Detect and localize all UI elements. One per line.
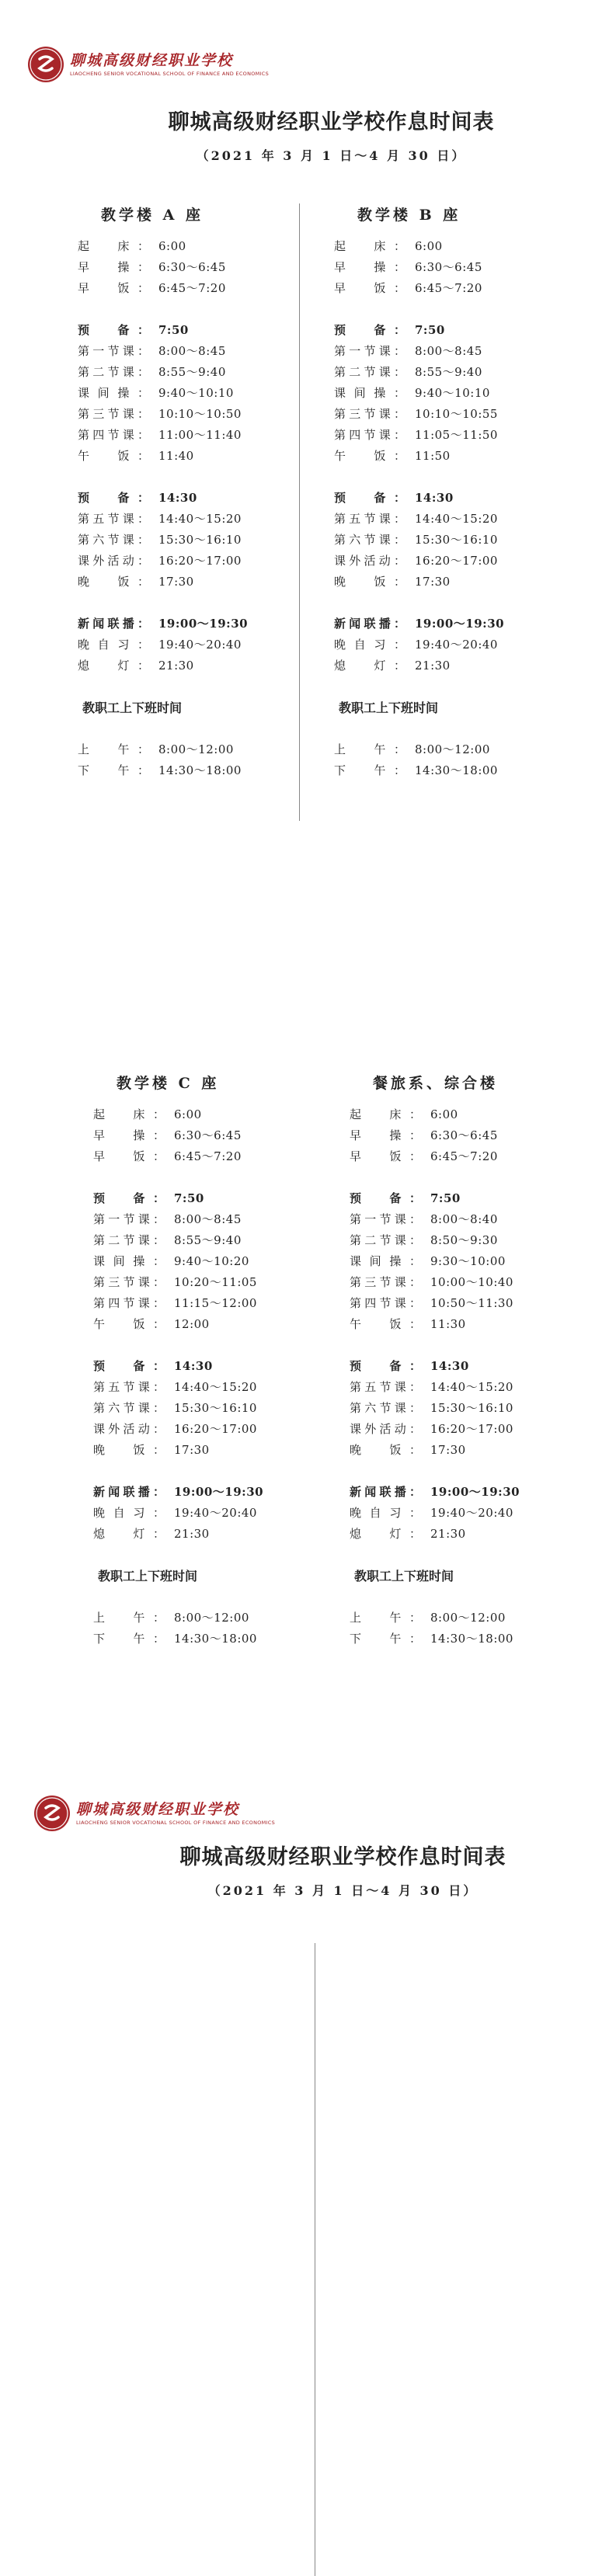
row-label: 第六节课： [350,1401,421,1415]
row-label: 晚自习： [350,1506,421,1520]
row-label: 上 午： [334,742,405,756]
schedule-row [334,551,567,572]
schedule-row [93,1209,326,1230]
row-time: 9:40～10:10 [158,386,234,400]
row-label: 新闻联播： [78,617,149,631]
row-label: 起 床： [350,1107,421,1121]
row-label: 预 备： [93,1359,165,1373]
row-time: 9:30～10:00 [430,1254,506,1268]
schedule-row [350,1377,583,1398]
row-time: 14:40～15:20 [415,512,498,526]
row-label: 第四节课： [350,1296,421,1310]
row-time: 14:30～18:00 [415,763,498,777]
row-time: 6:30～6:45 [415,260,482,274]
schedule-row [350,1209,583,1230]
prep-row [350,1356,583,1377]
row-time: 9:40～10:10 [415,386,490,400]
row-time: 6:00 [430,1107,458,1121]
spacer [334,467,567,488]
row-time: 6:30～6:45 [158,260,226,274]
schedule-row [334,446,567,467]
news-row [350,1482,583,1503]
row-time: 7:50 [415,323,445,337]
schedule-row [334,278,567,299]
row-label: 第一节课： [78,344,149,358]
row-label: 课外活动： [350,1422,421,1436]
row-time: 16:20～17:00 [430,1422,513,1436]
schedule-row [334,655,567,676]
school-seal-icon [28,47,64,82]
row-time: 14:30～18:00 [430,1632,513,1646]
schedule-row [78,257,311,278]
school-name-en: LIAOCHENG SENIOR VOCATIONAL SCHOOL OF FINANCE AND ECONOMICS [76,1820,276,1826]
row-time: 15:30～16:10 [158,533,242,547]
building-heading: 教学楼 C 座 [117,1075,220,1092]
row-time: 19:40～20:40 [415,638,498,652]
row-label: 上 午： [93,1611,165,1625]
schedule-row [78,383,311,404]
row-time: 10:20～11:05 [174,1275,257,1289]
row-label: 熄 灯： [78,659,149,673]
row-label: 第五节课： [78,512,149,526]
row-time: 15:30～16:10 [174,1401,257,1415]
row-label: 课间操： [350,1254,421,1268]
schedule-row [334,634,567,655]
row-label: 课间操： [93,1254,165,1268]
spacer [334,299,567,320]
schedule-row [78,655,311,676]
schedule-row [93,1419,326,1440]
spacer [350,1461,583,1482]
row-time: 10:50～11:30 [430,1296,513,1310]
row-label: 第一节课： [334,344,405,358]
row-label: 晚自习： [78,638,149,652]
row-time: 21:30 [430,1527,466,1541]
schedule-row [350,1251,583,1272]
row-time: 19:40～20:40 [158,638,242,652]
row-label: 起 床： [334,239,405,253]
row-label: 第二节课： [350,1233,421,1247]
schedule-row [350,1146,583,1167]
school-name-cn: 聊城高级财经职业学校 [70,52,234,69]
prep-row [93,1188,326,1209]
schedule-row [350,1272,583,1293]
spacer [350,1335,583,1356]
schedule-row [334,572,567,593]
row-time: 11:00～11:40 [158,428,242,442]
spacer [93,1587,326,1608]
row-label: 早 操： [93,1128,165,1142]
school-name-cn: 聊城高级财经职业学校 [76,1801,240,1818]
schedule-row [93,1398,326,1419]
row-label: 第四节课： [93,1296,165,1310]
row-label: 第三节课： [78,407,149,421]
spacer [78,718,311,739]
row-label: 上 午： [78,742,149,756]
row-time: 16:20～17:00 [174,1422,257,1436]
spacer [78,676,311,697]
staff-row [334,739,567,760]
staff-row [334,760,567,781]
row-label: 下 午： [78,763,149,777]
spacer [350,1545,583,1566]
schedule-column-c [93,1072,326,1650]
row-label: 第二节课： [78,365,149,379]
row-label: 第三节课： [93,1275,165,1289]
row-time: 8:50～9:30 [430,1233,498,1247]
row-label: 第二节课： [93,1233,165,1247]
row-time: 11:05～11:50 [415,428,498,442]
row-time: 12:00 [174,1317,210,1331]
schedule-row [334,530,567,551]
row-time: 14:40～15:20 [430,1380,513,1394]
row-label: 早 操： [350,1128,421,1142]
row-label: 第三节课： [334,407,405,421]
row-time: 8:00～12:00 [415,742,490,756]
row-label: 下 午： [93,1632,165,1646]
staff-row [93,1629,326,1650]
row-time: 6:00 [415,239,443,253]
schedule-row [93,1251,326,1272]
news-row [93,1482,326,1503]
spacer [334,676,567,697]
row-label: 熄 灯： [350,1527,421,1541]
row-label: 课外活动： [93,1422,165,1436]
row-time: 8:00～8:45 [415,344,482,358]
row-label: 第六节课： [78,533,149,547]
news-row [78,614,311,634]
row-label: 第六节课： [334,533,405,547]
row-time: 8:55～9:40 [174,1233,242,1247]
row-label: 新闻联播： [350,1485,421,1499]
spacer [93,1167,326,1188]
row-time: 11:30 [430,1317,466,1331]
row-label: 早 饭： [334,281,405,295]
row-time: 15:30～16:10 [415,533,498,547]
row-label: 第四节课： [78,428,149,442]
schedule-row [350,1230,583,1251]
row-label: 晚自习： [334,638,405,652]
row-time: 14:30 [415,491,454,505]
row-time: 17:30 [174,1443,210,1457]
row-label: 课间操： [78,386,149,400]
schedule-row [350,1125,583,1146]
staff-hours-title: 教职工上下班时间 [82,700,183,715]
spacer [93,1461,326,1482]
row-time: 8:00～12:00 [174,1611,249,1625]
row-label: 第五节课： [93,1380,165,1394]
row-time: 14:40～15:20 [174,1380,257,1394]
row-label: 第二节课： [334,365,405,379]
row-time: 6:00 [158,239,186,253]
schedule-row [334,509,567,530]
schedule-row [93,1314,326,1335]
row-time: 21:30 [415,659,451,673]
date-range: （2021 年 3 月 1 日～4 月 30 日） [196,148,467,163]
row-time: 19:00～19:30 [174,1485,264,1499]
spacer [350,1167,583,1188]
row-label: 起 床： [78,239,149,253]
row-label: 新闻联播： [93,1485,165,1499]
schedule-row [350,1524,583,1545]
schedule-row [93,1230,326,1251]
row-time: 14:40～15:20 [158,512,242,526]
row-time: 17:30 [430,1443,466,1457]
prep-row [93,1356,326,1377]
staff-row [93,1608,326,1629]
row-label: 晚 饭： [334,575,405,589]
row-time: 11:15～12:00 [174,1296,257,1310]
school-name-en: LIAOCHENG SENIOR VOCATIONAL SCHOOL OF FINANCE AND ECONOMICS [70,71,270,77]
schedule-row [350,1503,583,1524]
row-time: 8:55～9:40 [158,365,226,379]
row-label: 第一节课： [350,1212,421,1226]
prep-row [78,320,311,341]
row-label: 午 饭： [334,449,405,463]
row-time: 8:00～8:45 [174,1212,242,1226]
building-heading: 教学楼 B 座 [357,207,461,224]
row-time: 16:20～17:00 [415,554,498,568]
prep-row [78,488,311,509]
row-label: 午 饭： [78,449,149,463]
school-logo [34,1796,275,1831]
row-label: 新闻联播： [334,617,405,631]
row-label: 早 饭： [93,1149,165,1163]
row-label: 晚 饭： [350,1443,421,1457]
row-time: 6:30～6:45 [174,1128,242,1142]
row-time: 10:00～10:40 [430,1275,513,1289]
row-label: 预 备： [334,491,405,505]
row-label: 午 饭： [93,1317,165,1331]
staff-row [350,1608,583,1629]
row-time: 15:30～16:10 [430,1401,513,1415]
schedule-row [78,634,311,655]
prep-row [350,1188,583,1209]
row-label: 第一节课： [93,1212,165,1226]
schedule-row [334,362,567,383]
row-label: 第三节课： [350,1275,421,1289]
row-time: 8:55～9:40 [415,365,482,379]
row-label: 课外活动： [78,554,149,568]
staff-row [78,760,311,781]
row-time: 10:10～10:55 [415,407,498,421]
schedule-row [93,1125,326,1146]
staff-hours-title: 教职工上下班时间 [339,700,439,715]
row-label: 预 备： [350,1191,421,1205]
row-time: 14:30 [158,491,197,505]
row-label: 熄 灯： [334,659,405,673]
schedule-row [78,530,311,551]
schedule-row [350,1104,583,1125]
spacer [93,1545,326,1566]
row-time: 19:40～20:40 [430,1506,513,1520]
row-time: 9:40～10:20 [174,1254,249,1268]
row-time: 6:00 [174,1107,202,1121]
schedule-row [93,1293,326,1314]
row-label: 午 饭： [350,1317,421,1331]
schedule-row [78,425,311,446]
schedule-row [78,341,311,362]
row-time: 14:30～18:00 [174,1632,257,1646]
row-time: 10:10～10:50 [158,407,242,421]
schedule-row [78,509,311,530]
prep-row [334,320,567,341]
row-label: 早 操： [78,260,149,274]
schedule-row [350,1440,583,1461]
row-time: 6:45～7:20 [415,281,482,295]
spacer [350,1587,583,1608]
schedule-row [78,446,311,467]
row-time: 7:50 [430,1191,461,1205]
schedule-row [93,1146,326,1167]
row-label: 预 备： [93,1191,165,1205]
row-time: 6:45～7:20 [158,281,226,295]
spacer [78,593,311,614]
schedule-row [93,1377,326,1398]
row-time: 17:30 [415,575,451,589]
row-time: 6:30～6:45 [430,1128,498,1142]
row-time: 21:30 [158,659,194,673]
prep-row [334,488,567,509]
row-label: 第六节课： [93,1401,165,1415]
schedule-row [350,1314,583,1335]
row-time: 6:45～7:20 [174,1149,242,1163]
schedule-column-a [78,203,311,781]
spacer [78,467,311,488]
row-label: 晚 饭： [78,575,149,589]
row-time: 16:20～17:00 [158,554,242,568]
row-label: 早 操： [334,260,405,274]
schedule-row [93,1503,326,1524]
row-label: 早 饭： [350,1149,421,1163]
row-label: 早 饭： [78,281,149,295]
row-label: 预 备： [78,323,149,337]
spacer [334,593,567,614]
schedule-row [334,383,567,404]
school-seal-icon [34,1796,70,1831]
schedule-row [78,551,311,572]
row-label: 课间操： [334,386,405,400]
schedule-page-1 [0,0,616,871]
schedule-row [350,1293,583,1314]
row-label: 第四节课： [334,428,405,442]
schedule-row [350,1419,583,1440]
row-label: 第五节课： [334,512,405,526]
row-time: 11:40 [158,449,194,463]
row-label: 起 床： [93,1107,165,1121]
row-time: 19:00～19:30 [415,617,505,631]
schedule-column-b [334,203,567,781]
schedule-row [93,1524,326,1545]
row-label: 课外活动： [334,554,405,568]
row-time: 7:50 [174,1191,204,1205]
spacer [334,718,567,739]
building-heading: 教学楼 A 座 [101,207,204,224]
schedule-row [334,425,567,446]
schedule-row [78,278,311,299]
row-time: 19:00～19:30 [158,617,249,631]
schedule-row [78,404,311,425]
row-label: 上 午： [350,1611,421,1625]
row-time: 19:00～19:30 [430,1485,520,1499]
row-time: 14:30 [174,1359,213,1373]
schedule-row [78,236,311,257]
schedule-row [93,1440,326,1461]
staff-row [350,1629,583,1650]
staff-hours-title: 教职工上下班时间 [98,1569,198,1583]
row-time: 8:00～12:00 [158,742,234,756]
row-time: 8:00～12:00 [430,1611,506,1625]
schedule-row [78,572,311,593]
spacer [78,299,311,320]
schedule-column-dining [350,1072,583,1650]
schedule-row [334,404,567,425]
row-time: 8:00～8:45 [158,344,226,358]
date-range: （2021 年 3 月 1 日～4 月 30 日） [207,1883,479,1898]
schedule-row [93,1272,326,1293]
schedule-row [334,341,567,362]
staff-row [78,739,311,760]
row-label: 第五节课： [350,1380,421,1394]
row-label: 预 备： [334,323,405,337]
schedule-row [334,236,567,257]
spacer [93,1335,326,1356]
row-time: 21:30 [174,1527,210,1541]
schedule-page-2 [0,871,616,1898]
row-label: 晚自习： [93,1506,165,1520]
row-time: 8:00～8:40 [430,1212,498,1226]
row-time: 17:30 [158,575,194,589]
school-logo [28,47,269,82]
building-heading: 餐旅系、综合楼 [373,1075,499,1092]
row-label: 熄 灯： [93,1527,165,1541]
row-time: 14:30～18:00 [158,763,242,777]
page-title: 聊城高级财经职业学校作息时间表 [179,1845,506,1869]
row-time: 14:30 [430,1359,469,1373]
row-label: 预 备： [350,1359,421,1373]
row-time: 6:45～7:20 [430,1149,498,1163]
row-time: 11:50 [415,449,451,463]
staff-hours-title: 教职工上下班时间 [354,1569,454,1583]
row-label: 下 午： [350,1632,421,1646]
schedule-row [334,257,567,278]
schedule-row [93,1104,326,1125]
row-label: 晚 饭： [93,1443,165,1457]
row-label: 预 备： [78,491,149,505]
page-title: 聊城高级财经职业学校作息时间表 [168,110,495,134]
news-row [334,614,567,634]
schedule-row [78,362,311,383]
schedule-row [350,1398,583,1419]
row-time: 7:50 [158,323,189,337]
row-label: 下 午： [334,763,405,777]
row-time: 19:40～20:40 [174,1506,257,1520]
